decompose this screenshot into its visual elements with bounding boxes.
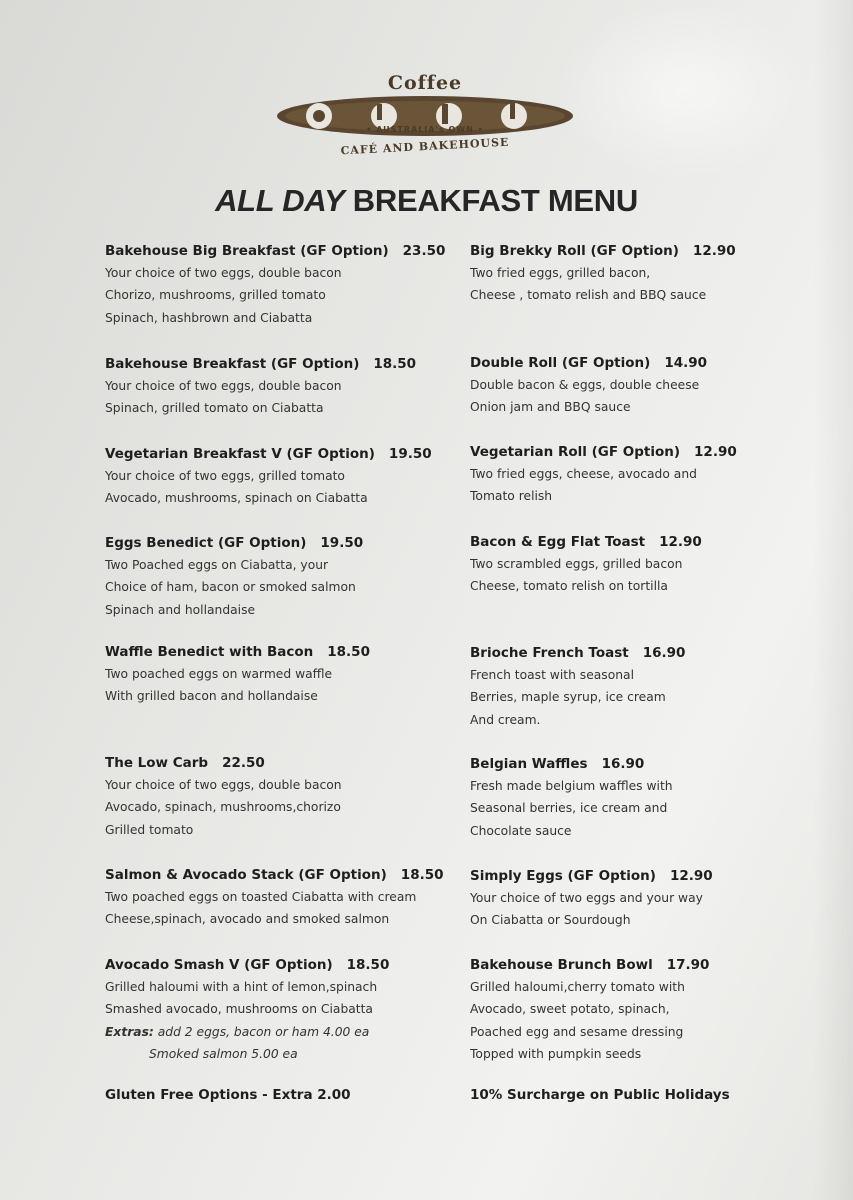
item-price: 22.50 — [222, 755, 265, 771]
coffee-guru-logo — [270, 70, 580, 165]
item-desc: Avocado, sweet potato, spinach, — [470, 1002, 670, 1017]
menu-item — [105, 353, 450, 420]
menu-item — [470, 531, 815, 598]
logo-tagline: • AUSTRALIA's OWN • — [366, 125, 484, 134]
item-name: Bacon & Egg Flat Toast — [470, 534, 646, 550]
menu-item — [470, 352, 815, 419]
item-price: 12.90 — [669, 868, 713, 884]
item-desc: Two poached eggs on warmed waffle — [105, 667, 333, 681]
item-price: 18.50 — [373, 356, 417, 372]
item-desc: On Ciabatta or Sourdough — [470, 913, 631, 928]
item-price: 14.90 — [664, 355, 708, 371]
item-price: 18.50 — [346, 957, 390, 973]
menu-item — [105, 954, 450, 1065]
item-desc: Two Poached eggs on Ciabatta, your — [105, 558, 329, 572]
item-extras-line2: Smoked salmon 5.00 ea — [149, 1046, 298, 1061]
menu-item — [470, 240, 815, 307]
item-desc: Two scrambled eggs, grilled bacon — [470, 557, 683, 571]
gluten-free-note: Gluten Free Options - Extra 2.00 — [105, 1087, 351, 1103]
item-desc: Grilled tomato — [105, 822, 194, 837]
item-desc: Fresh made belgium waffles with — [470, 779, 673, 793]
item-desc: Two poached eggs on toasted Ciabatta with cream — [105, 890, 417, 904]
item-name: Bakehouse Big Breakfast (GF Option) — [105, 243, 389, 259]
item-desc: Spinach, grilled tomato on Ciabatta — [105, 401, 324, 416]
item-price: 19.50 — [388, 446, 432, 462]
menu-item — [470, 753, 815, 842]
menu-item — [105, 864, 450, 931]
item-desc: Grilled haloumi,cherry tomato with — [470, 980, 685, 994]
item-desc: Cheese,spinach, avocado and smoked salmon — [105, 912, 390, 927]
item-desc: Tomato relish — [470, 489, 553, 504]
menu-item — [105, 240, 450, 329]
item-desc: Two fried eggs, grilled bacon, — [470, 266, 651, 280]
menu-item — [470, 865, 815, 932]
item-desc: Avocado, spinach, mushrooms,chorizo — [105, 800, 341, 815]
item-price: 12.90 — [694, 444, 737, 460]
item-desc: Topped with pumpkin seeds — [470, 1046, 642, 1061]
item-desc: Chocolate sauce — [470, 823, 572, 838]
item-name: Brioche French Toast — [470, 645, 629, 661]
item-name: Avocado Smash V (GF Option) — [105, 957, 333, 973]
item-name: Bakehouse Brunch Bowl — [470, 957, 653, 973]
item-desc: Spinach and hollandaise — [105, 602, 256, 617]
item-price: 16.90 — [601, 756, 645, 772]
menu-item — [470, 954, 815, 1065]
item-price: 18.50 — [400, 867, 444, 883]
item-desc: Two fried eggs, cheese, avocado and — [470, 467, 697, 481]
item-desc: Your choice of two eggs, double bacon — [105, 266, 342, 280]
item-desc: Grilled haloumi with a hint of lemon,spinach — [105, 980, 378, 994]
menu-title — [0, 183, 853, 219]
item-desc: Your choice of two eggs, grilled tomato — [105, 469, 345, 483]
item-desc: Your choice of two eggs and your way — [470, 891, 703, 905]
item-price: 12.90 — [692, 243, 736, 259]
item-price: 19.50 — [320, 535, 364, 551]
item-name: Bakehouse Breakfast (GF Option) — [105, 356, 360, 372]
item-desc: Berries, maple syrup, ice cream — [470, 690, 666, 705]
page-edge-shadow — [813, 0, 853, 1200]
item-desc: French toast with seasonal — [470, 668, 634, 682]
menu-title-italic: ALL DAY — [215, 183, 345, 218]
item-price: 12.90 — [659, 534, 702, 550]
item-name: Waffle Benedict with Bacon — [105, 644, 314, 660]
item-name: Salmon & Avocado Stack (GF Option) — [105, 867, 387, 883]
item-desc: Onion jam and BBQ sauce — [470, 400, 631, 415]
item-desc: With grilled bacon and hollandaise — [105, 689, 318, 704]
item-desc: Double bacon & eggs, double cheese — [470, 378, 700, 392]
item-name: Eggs Benedict (GF Option) — [105, 535, 307, 551]
menu-item — [105, 752, 450, 841]
item-price: 17.90 — [666, 957, 710, 973]
item-price: 18.50 — [327, 644, 370, 660]
menu-item — [470, 642, 815, 731]
item-extras — [105, 1021, 450, 1043]
item-price: 16.90 — [642, 645, 686, 661]
menu-item — [105, 532, 450, 621]
item-name: Big Brekky Roll (GF Option) — [470, 243, 679, 259]
surcharge-note: 10% Surcharge on Public Holidays — [470, 1087, 730, 1103]
item-desc: Chorizo, mushrooms, grilled tomato — [105, 288, 326, 303]
menu-title-rest: BREAKFAST MENU — [352, 183, 638, 218]
logo-coffee-text: Coffee — [387, 72, 463, 94]
extras-label: Extras: — [105, 1024, 154, 1039]
logo-subtitle: CAFÉ AND BAKEHOUSE — [340, 135, 510, 158]
item-desc: Poached egg and sesame dressing — [470, 1024, 684, 1039]
item-desc: Smashed avocado, mushrooms on Ciabatta — [105, 1002, 373, 1017]
item-desc: Spinach, hashbrown and Ciabatta — [105, 310, 313, 325]
item-desc: Your choice of two eggs, double bacon — [105, 379, 342, 393]
light-glare — [553, 0, 813, 180]
item-name: Vegetarian Breakfast V (GF Option) — [105, 446, 375, 462]
extras-text: add 2 eggs, bacon or ham 4.00 ea — [157, 1024, 370, 1039]
item-name: Belgian Waffles — [470, 756, 588, 772]
item-desc: Cheese , tomato relish and BBQ sauce — [470, 288, 707, 303]
item-desc: Avocado, mushrooms, spinach on Ciabatta — [105, 491, 368, 506]
menu-item — [470, 441, 815, 508]
menu-item — [105, 443, 450, 510]
item-desc: Choice of ham, bacon or smoked salmon — [105, 580, 356, 595]
menu-item — [105, 641, 450, 708]
item-name: Double Roll (GF Option) — [470, 355, 651, 371]
item-desc: Seasonal berries, ice cream and — [470, 801, 668, 816]
item-name: The Low Carb — [105, 755, 209, 771]
item-price: 23.50 — [402, 243, 446, 259]
item-desc: Cheese, tomato relish on tortilla — [470, 579, 668, 594]
item-desc: Your choice of two eggs, double bacon — [105, 778, 342, 792]
item-desc: And cream. — [470, 712, 541, 727]
item-name: Simply Eggs (GF Option) — [470, 868, 656, 884]
item-name: Vegetarian Roll (GF Option) — [470, 444, 681, 460]
